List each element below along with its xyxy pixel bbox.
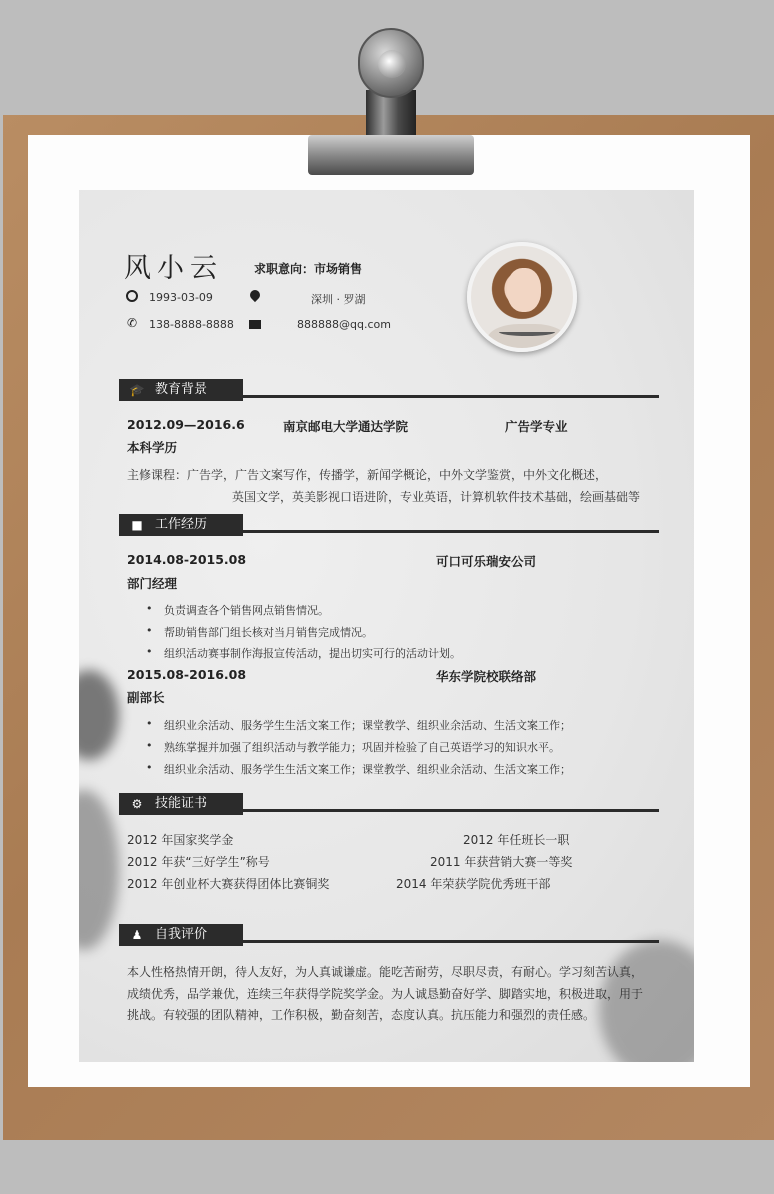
education-period: 2012.09—2016.6	[127, 417, 245, 432]
skills-section-header	[119, 793, 659, 815]
duty-item: 组织活动赛事制作海报宣传活动，提出切实可行的活动计划。	[164, 647, 461, 660]
section-title: 技能证书	[155, 796, 208, 811]
ink-blot	[79, 670, 119, 760]
work-section-header	[119, 514, 659, 536]
person-icon: ♟	[131, 928, 143, 942]
section-title: 自我评价	[155, 927, 208, 942]
education-section-header	[119, 379, 659, 401]
avatar	[467, 242, 577, 352]
self-evaluation-line: 成绩优秀，品学兼优，连续三年获得学院奖学金。为人诚恳勤奋好学、脚踏实地，积极进取，用于	[127, 987, 644, 1001]
courses-line: 英国文学，英美影视口语进阶，专业英语，计算机软件技术基础，绘画基础等	[232, 490, 641, 504]
certificate-item: 2012 年获“三好学生”称号	[127, 855, 270, 869]
certificate-item: 2012 年创业杯大赛获得团体比赛铜奖	[127, 877, 330, 891]
company-name: 可口可乐瑞安公司	[436, 554, 537, 569]
job-title: 副部长	[127, 690, 165, 705]
ink-blot	[79, 790, 119, 950]
courses-line: 主修课程：广告学，广告文案写作，传播学，新闻学概论，中外文学鉴赏，中外文化概述，	[127, 468, 608, 482]
certificate-item: 2012 年任班长一职	[463, 833, 570, 847]
duty-item: 帮助销售部门组长核对当月销售完成情况。	[164, 626, 373, 639]
mail-icon	[249, 320, 261, 329]
section-title: 工作经历	[155, 517, 208, 532]
clock-icon	[126, 290, 138, 302]
location: 深圳 · 罗湖	[311, 293, 366, 306]
phone-number: 138-8888-8888	[149, 318, 234, 331]
briefcase-icon: ■	[131, 518, 143, 532]
certificate-item: 2012 年国家奖学金	[127, 833, 234, 847]
job-title: 部门经理	[127, 576, 178, 591]
duty-item: 组织业余活动、服务学生生活文案工作；课堂教学、组织业余活动、生活文案工作；	[164, 763, 571, 776]
duty-item: 熟练掌握并加强了组织活动与教学能力；巩固并检验了自己英语学习的知识水平。	[164, 741, 560, 754]
degree: 本科学历	[127, 440, 178, 455]
duty-item: 组织业余活动、服务学生生活文案工作；课堂教学、组织业余活动、生活文案工作；	[164, 719, 571, 732]
job-intention: 求职意向：市场销售	[254, 262, 363, 276]
phone-icon: ✆	[126, 316, 138, 330]
major: 广告学专业	[505, 419, 568, 434]
graduation-cap-icon: 🎓	[129, 383, 145, 397]
job-period: 2014.08-2015.08	[127, 552, 247, 567]
section-title: 教育背景	[155, 382, 208, 397]
company-name: 华东学院校联络部	[436, 669, 537, 684]
duty-item: 负责调查各个销售网点销售情况。	[164, 604, 329, 617]
certificate-item: 2014 年荣获学院优秀班干部	[396, 877, 551, 891]
self-evaluation-line: 本人性格热情开朗，待人友好，为人真诚谦虚。能吃苦耐劳，尽职尽责，有耐心。学习刻苦认真，	[127, 965, 644, 979]
job-period: 2015.08-2016.08	[127, 667, 247, 682]
binder-clip	[306, 20, 476, 180]
self-evaluation-line: 挑战。有较强的团队精神，工作积极，勤奋刻苦，态度认真。抗压能力和强烈的责任感。	[127, 1008, 596, 1022]
gear-icon: ⚙	[131, 797, 143, 811]
birth-date: 1993-03-09	[149, 291, 213, 304]
candidate-name: 风小云	[124, 253, 223, 284]
self-evaluation-section-header	[119, 924, 659, 946]
school-name: 南京邮电大学通达学院	[283, 419, 409, 434]
email-address: 888888@qq.com	[297, 318, 391, 331]
certificate-item: 2011 年获营销大赛一等奖	[430, 855, 573, 869]
